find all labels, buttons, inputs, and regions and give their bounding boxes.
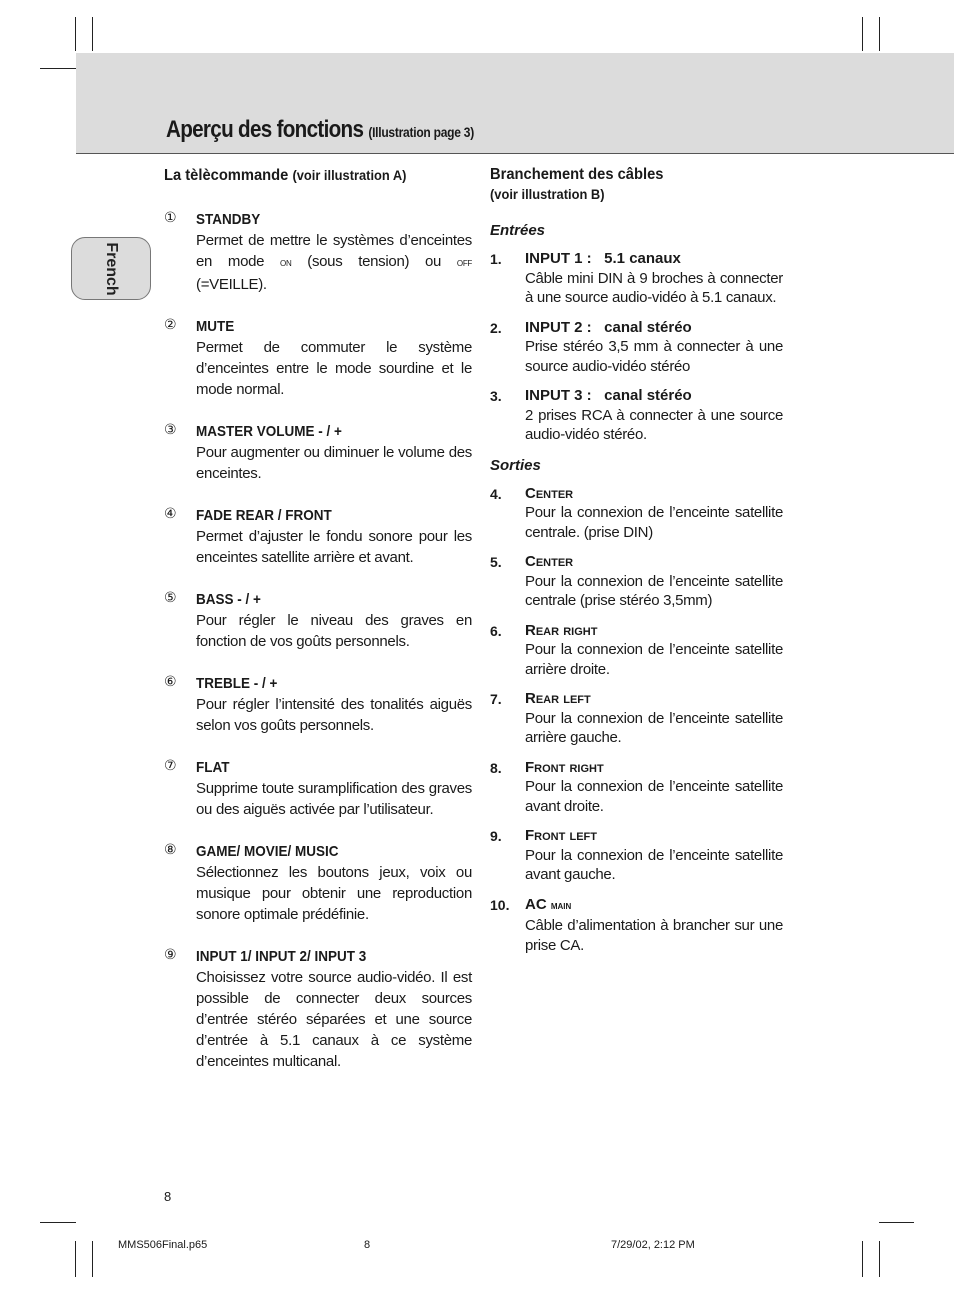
inputs-heading: Entrées: [490, 222, 546, 239]
crop-mark: [879, 17, 880, 51]
page-number: 8: [164, 1189, 172, 1204]
crop-mark: [879, 1241, 880, 1277]
list-item: ② MUTE Permet de commuter le système d’enceintes entre le mode sourdine et le mode normal.: [164, 316, 472, 398]
list-item: ⑨ INPUT 1/ INPUT 2/ INPUT 3 Choisissez votre source audio-vidéo. Il est possible de connecter deux sources d’entrée stéréo séparées et une source d’entrée à 5.1 canaux à ce système d’enceintes multicanal.: [164, 946, 472, 1070]
crop-mark: [92, 17, 93, 51]
footer-page: 8: [364, 1239, 371, 1251]
list-item: 10. AC main Câble d’alimentation à brancher sur une prise CA.: [490, 895, 783, 954]
crop-mark: [879, 1222, 914, 1223]
crop-mark: [862, 17, 863, 51]
language-tab: French: [71, 237, 151, 300]
cable-connections-section: [490, 165, 783, 955]
page-title: Aperçu des fonctions (Illustration page 3): [166, 116, 474, 143]
list-item: ④ FADE REAR / FRONT Permet d’ajuster le fondu sonore pour les enceintes satellite arrière et avant.: [164, 505, 472, 566]
list-item: ⑥ TREBLE - / + Pour régler l’intensité des tonalités aiguës selon vos goûts personnels.: [164, 673, 472, 734]
crop-mark: [92, 1241, 93, 1277]
list-item: ⑤ BASS - / + Pour régler le niveau des graves en fonction de vos goûts personnels.: [164, 589, 472, 650]
crop-mark: [75, 1241, 76, 1277]
remote-control-section: [164, 165, 472, 1072]
list-item: 4. Center Pour la connexion de l’enceinte satellite centrale. (prise DIN): [490, 484, 783, 541]
footer-filename: MMS506Final.p65: [118, 1239, 208, 1251]
list-item: ③ MASTER VOLUME - / + Pour augmenter ou diminuer le volume des enceintes.: [164, 421, 472, 482]
list-item: 1. INPUT 1 : 5.1 canaux Câble mini DIN à 9 broches à connecter à une source audio-vidéo à 5.1 canaux.: [490, 250, 783, 306]
crop-mark: [40, 68, 76, 69]
list-item: 7. Rear left Pour la connexion de l’enceinte satellite arrière gauche.: [490, 690, 783, 746]
footer-date: 7/29/02, 2:12 PM: [611, 1239, 695, 1251]
list-item: 8. Front right Pour la connexion de l’enceinte satellite avant droite.: [490, 758, 783, 815]
list-item: 5. Center Pour la connexion de l’enceinte satellite centrale (prise stéréo 3,5mm): [490, 553, 783, 609]
crop-mark: [862, 1241, 863, 1277]
list-item: ⑧ GAME/ MOVIE/ MUSIC Sélectionnez les boutons jeux, voix ou musique pour obtenir une reproduction sonore optimale prédéfinie.: [164, 841, 472, 923]
section-heading: La tèlècommande (voir illustration A): [164, 167, 407, 184]
crop-mark: [75, 17, 76, 51]
list-item: ① STANDBY Permet de mettre le systèmes d’enceintes en mode on (sous tension) ou off (=VEILLE).: [164, 209, 472, 293]
section-note: (voir illustration B): [490, 186, 605, 202]
list-item: 2. INPUT 2 : canal stéréo Prise stéréo 3,5 mm à connecter à une source audio-vidéo stéréo: [490, 318, 783, 375]
list-item: ⑦ FLAT Supprime toute suramplification des graves ou des aiguës activée par l’utilisateur.: [164, 757, 472, 818]
page-subtitle: (Illustration page 3): [368, 124, 474, 140]
list-item: 3. INPUT 3 : canal stéréo 2 prises RCA à connecter à une source audio-vidéo stéréo.: [490, 387, 783, 443]
list-item: 6. Rear right Pour la connexion de l’enceinte satellite arrière droite.: [490, 621, 783, 678]
section-heading: Branchement des câbles: [490, 166, 664, 183]
crop-mark: [40, 1222, 76, 1223]
list-item: 9. Front left Pour la connexion de l’enceinte satellite avant gauche.: [490, 827, 783, 883]
outputs-heading: Sorties: [490, 456, 541, 474]
